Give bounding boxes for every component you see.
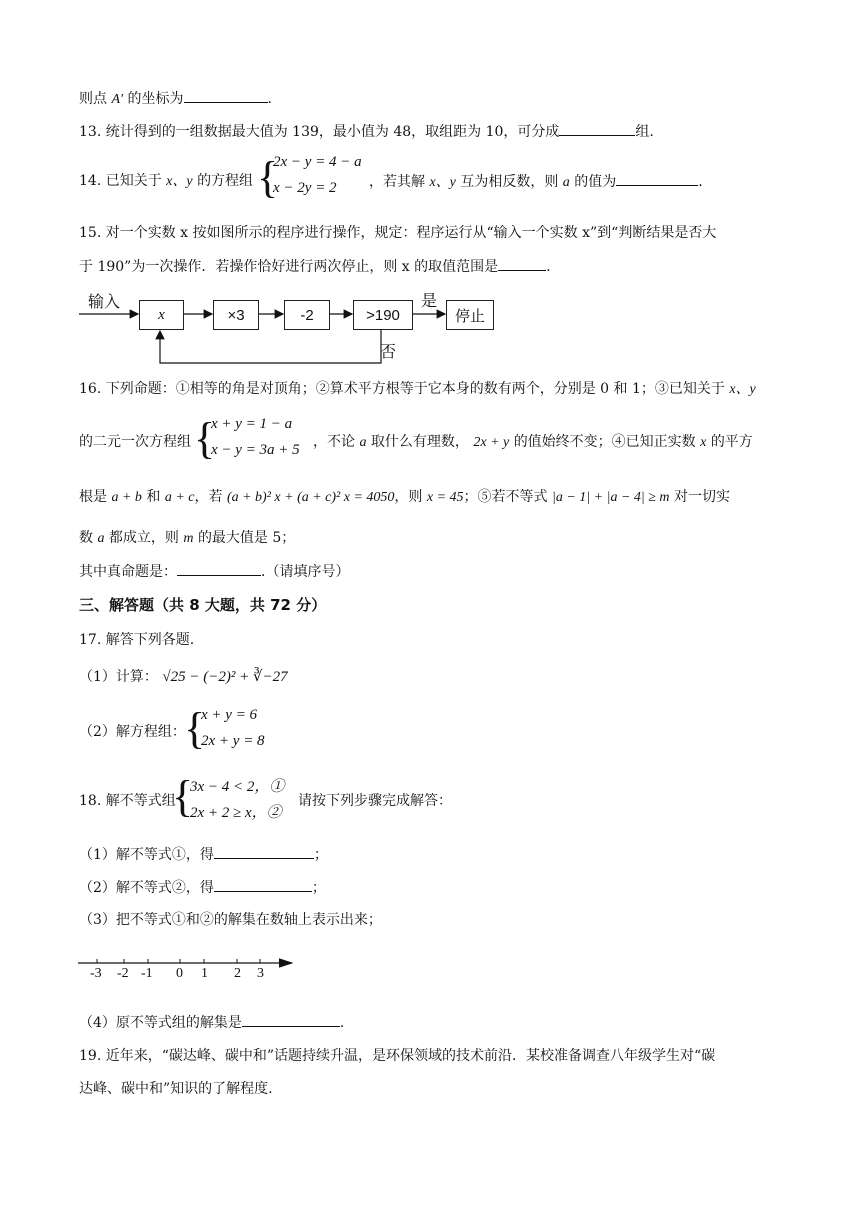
- flow-input-label: 输入: [88, 292, 121, 311]
- answer-blank[interactable]: [177, 561, 261, 576]
- tick-label: 1: [201, 966, 208, 981]
- axis-labels: [70, 966, 310, 986]
- tick-label: -1: [141, 966, 153, 981]
- flow-yes-label: 是: [421, 291, 438, 310]
- tick-label: -2: [117, 966, 129, 981]
- system-brace: {: [172, 772, 194, 821]
- section-heading: 三、解答题（共 8 大题，共 72 分）: [79, 596, 327, 614]
- tick-label: 2: [234, 966, 241, 981]
- answer-line-a-prime: 则点 A′ 的坐标为 .: [79, 88, 272, 110]
- flowchart-connectors: [0, 0, 860, 380]
- flow-box-minus2: -2: [284, 300, 330, 330]
- answer-blank[interactable]: [214, 844, 314, 859]
- tick-label: 3: [257, 966, 264, 981]
- tick-label: -3: [90, 966, 102, 981]
- flow-box-compare: >190: [353, 300, 413, 330]
- question-13: 13. 统计得到的一组数据最大值为 139，最小值为 48，取组距为 10，可分成 组.: [79, 121, 654, 142]
- system-brace: {: [257, 153, 279, 202]
- system-brace: {: [184, 704, 206, 753]
- answer-blank[interactable]: [242, 1012, 340, 1027]
- arrow-loop-back: [160, 328, 381, 363]
- flow-no-label: 否: [380, 342, 397, 361]
- answer-blank[interactable]: [214, 877, 312, 892]
- flow-box-times3: ×3: [213, 300, 259, 330]
- flow-box-stop: 停止: [446, 300, 494, 330]
- system-brace: {: [194, 414, 216, 463]
- flow-box-x: x: [139, 300, 184, 330]
- tick-label: 0: [176, 966, 183, 981]
